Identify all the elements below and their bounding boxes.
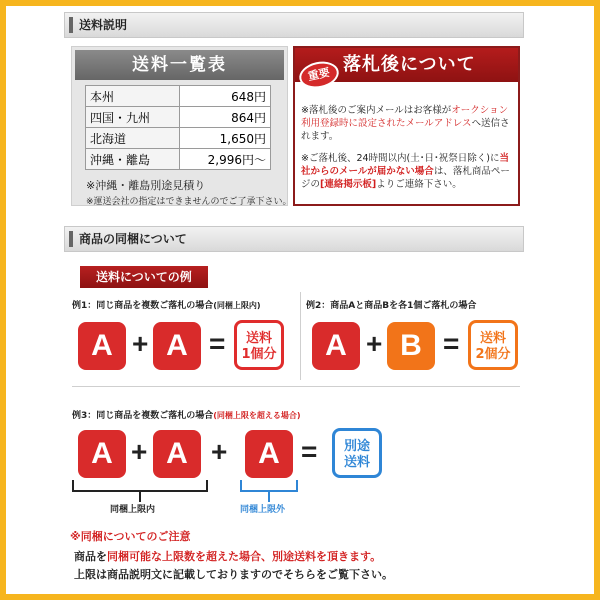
bracket-stem <box>268 492 270 502</box>
plus-sign: + <box>366 328 383 359</box>
over-limit-label: 同梱上限外 <box>240 505 286 515</box>
equals-sign: = <box>209 328 226 359</box>
table-row <box>86 86 271 107</box>
example-title: 送料についての例 <box>80 266 208 288</box>
important-badge: 重要 <box>297 58 342 92</box>
table-row <box>86 128 271 149</box>
tile-b: B <box>387 322 435 370</box>
price-cell: 1,650円 <box>179 128 270 149</box>
result-shipping-1: 送料 1個分 <box>234 320 284 370</box>
tile-a: A <box>153 430 201 478</box>
rate-table-title: 送料一覧表 <box>75 50 284 80</box>
bracket-stem <box>139 492 141 502</box>
region-cell: 四国・九州 <box>86 107 180 128</box>
result-separate-shipping: 別途 送料 <box>332 428 382 478</box>
after-auction-note-contact: ※ご落札後、24時間以内(土･日･祝祭日除く)に当社からのメールが届かない場合は、落札商品ページの[連絡掲示板]よりご連絡下さい。 <box>301 153 510 190</box>
equals-sign: = <box>301 436 318 467</box>
tile-a: A <box>312 322 360 370</box>
tile-a: A <box>153 322 201 370</box>
plus-sign: + <box>132 328 149 359</box>
after-auction-box <box>293 46 520 206</box>
result-shipping-2: 送料 2個分 <box>468 320 518 370</box>
example1-label: 例1：同じ商品を複数ご落札の場合(同梱上限内) <box>72 301 261 311</box>
caution-title: ※同梱についてのご注意 <box>70 530 191 543</box>
rate-table <box>85 85 271 170</box>
plus-sign: + <box>211 436 228 467</box>
example3-label: 例3：同じ商品を複数ご落札の場合(同梱上限を超える場合) <box>72 411 301 421</box>
shipping-panel <box>64 40 524 214</box>
rate-note-carrier: ※運送会社の指定はできませんのでご了承下さい。 <box>86 197 292 207</box>
rate-table-box <box>71 46 292 207</box>
table-row <box>86 107 271 128</box>
price-cell: 864円 <box>179 107 270 128</box>
price-cell: 648円 <box>179 86 270 107</box>
rate-note-okinawa: ※沖縄・離島別途見積り <box>86 179 206 192</box>
divider <box>72 386 520 387</box>
after-auction-note-email: ※落札後のご案内メールはお客様がオークション利用登録時に設定されたメールアドレスへ送信されます。 <box>301 105 510 142</box>
table-row <box>86 149 271 170</box>
example2-label: 例2：商品Aと商品Bを各1個ご落札の場合 <box>306 301 477 311</box>
tile-a: A <box>78 322 126 370</box>
plus-sign: + <box>131 436 148 467</box>
price-cell: 2,996円～ <box>179 149 270 170</box>
divider <box>300 292 301 380</box>
equals-sign: = <box>443 328 460 359</box>
tile-a: A <box>78 430 126 478</box>
section-header-bundling: 商品の同梱について <box>64 226 524 252</box>
after-auction-title: 落札後について <box>295 48 518 82</box>
caution-line-2: 上限は商品説明文に記載しておりますのでそちらをご覧下さい。 <box>74 568 393 581</box>
section-header-shipping: 送料説明 <box>64 12 524 38</box>
caution-line-1: 商品を同梱可能な上限数を超えた場合、別途送料を頂きます。 <box>74 550 382 563</box>
region-cell: 本州 <box>86 86 180 107</box>
within-limit-label: 同梱上限内 <box>110 505 156 515</box>
region-cell: 沖縄・離島 <box>86 149 180 170</box>
bracket-over-limit <box>240 480 298 492</box>
tile-a: A <box>245 430 293 478</box>
region-cell: 北海道 <box>86 128 180 149</box>
bracket-within-limit <box>72 480 208 492</box>
